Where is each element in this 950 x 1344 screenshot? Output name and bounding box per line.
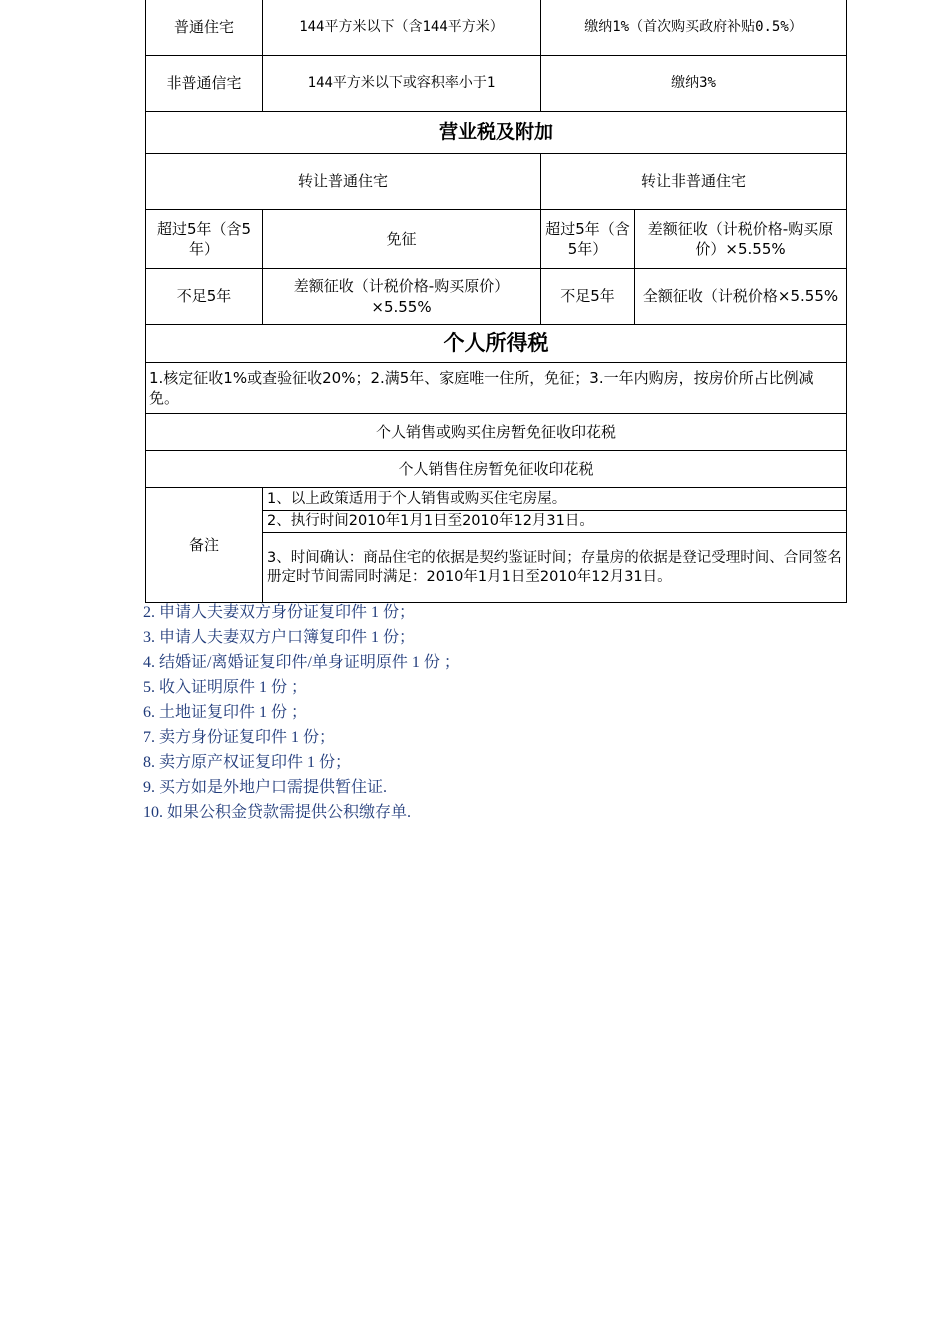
ordinary-housing-label: 普通住宅 (146, 0, 263, 56)
remark-line: 3、时间确认：商品住宅的依据是契约鉴证时间；存量房的依据是登记受理时间、合同签名册定时节间需同时满足：2010年1月1日至2010年12月31日。 (263, 533, 847, 603)
list-item: 10. 如果公积金贷款需提供公积缴存单. (143, 804, 412, 821)
table-row (146, 414, 847, 451)
income-tax-title: 个人所得税 (146, 325, 847, 363)
table-row (146, 363, 847, 414)
non-ordinary-under-5-years-tax: 全额征收（计税价格×5.55% (635, 269, 847, 325)
remark-line: 2、执行时间2010年1月1日至2010年12月31日。 (263, 511, 847, 533)
table-row (146, 210, 847, 269)
ordinary-under-5-years-tax: 差额征收（计税价格-购买原价）×5.55% (263, 269, 541, 325)
table-row (146, 0, 847, 56)
list-item: 9. 买方如是外地户口需提供暂住证. (143, 779, 388, 796)
period-under-5-years: 不足5年 (146, 269, 263, 325)
table-row (146, 112, 847, 154)
non-ordinary-housing-rate: 缴纳3% (541, 56, 847, 112)
required-documents-list (143, 600, 460, 825)
ordinary-over-5-years-tax: 免征 (263, 210, 541, 269)
table-row (146, 451, 847, 488)
period-over-5-years: 超过5年（含5年） (146, 210, 263, 269)
ordinary-housing-rate: 缴纳1%（首次购买政府补贴0.5%） (541, 0, 847, 56)
non-ordinary-transfer-header: 转让非普通住宅 (541, 154, 847, 210)
table-row (146, 56, 847, 112)
list-item: 5. 收入证明原件 1 份 ； (143, 679, 308, 696)
stamp-duty-sell: 个人销售住房暂免征收印花税 (146, 451, 847, 488)
period-under-5-years-b: 不足5年 (541, 269, 635, 325)
list-item: 3. 申请人夫妻双方户口簿复印件 1 份； (143, 629, 416, 646)
ordinary-transfer-header: 转让普通住宅 (146, 154, 541, 210)
list-item: 6. 土地证复印件 1 份 ； (143, 704, 308, 721)
table-row (146, 325, 847, 363)
income-tax-text: 1.核定征收1%或查验征收20%；2.满5年、家庭唯一住所，免征；3.一年内购房，按房价所占比例减免。 (146, 363, 847, 414)
tax-policy-table (145, 0, 847, 603)
list-item: 8. 卖方原产权证复印件 1 份； (143, 754, 352, 771)
non-ordinary-over-5-years-tax: 差额征收（计税价格-购买原价）×5.55% (635, 210, 847, 269)
period-over-5-years-b: 超过5年（含5年） (541, 210, 635, 269)
list-item: 4. 结婚证/离婚证复印件/单身证明原件 1 份 ； (143, 654, 460, 671)
table-row (146, 488, 847, 511)
business-tax-title: 营业税及附加 (146, 112, 847, 154)
remark-line: 1、以上政策适用于个人销售或购买住宅房屋。 (263, 488, 847, 511)
stamp-duty-buy-sell: 个人销售或购买住房暂免征收印花税 (146, 414, 847, 451)
table-row (146, 154, 847, 210)
non-ordinary-housing-condition: 144平方米以下或容积率小于1 (263, 56, 541, 112)
list-item: 7. 卖方身份证复印件 1 份； (143, 729, 336, 746)
ordinary-housing-condition: 144平方米以下（含144平方米） (263, 0, 541, 56)
remarks-label: 备注 (146, 488, 263, 603)
list-item: 2. 申请人夫妻双方身份证复印件 1 份； (143, 604, 416, 621)
table-row (146, 269, 847, 325)
non-ordinary-housing-label: 非普通信宅 (146, 56, 263, 112)
